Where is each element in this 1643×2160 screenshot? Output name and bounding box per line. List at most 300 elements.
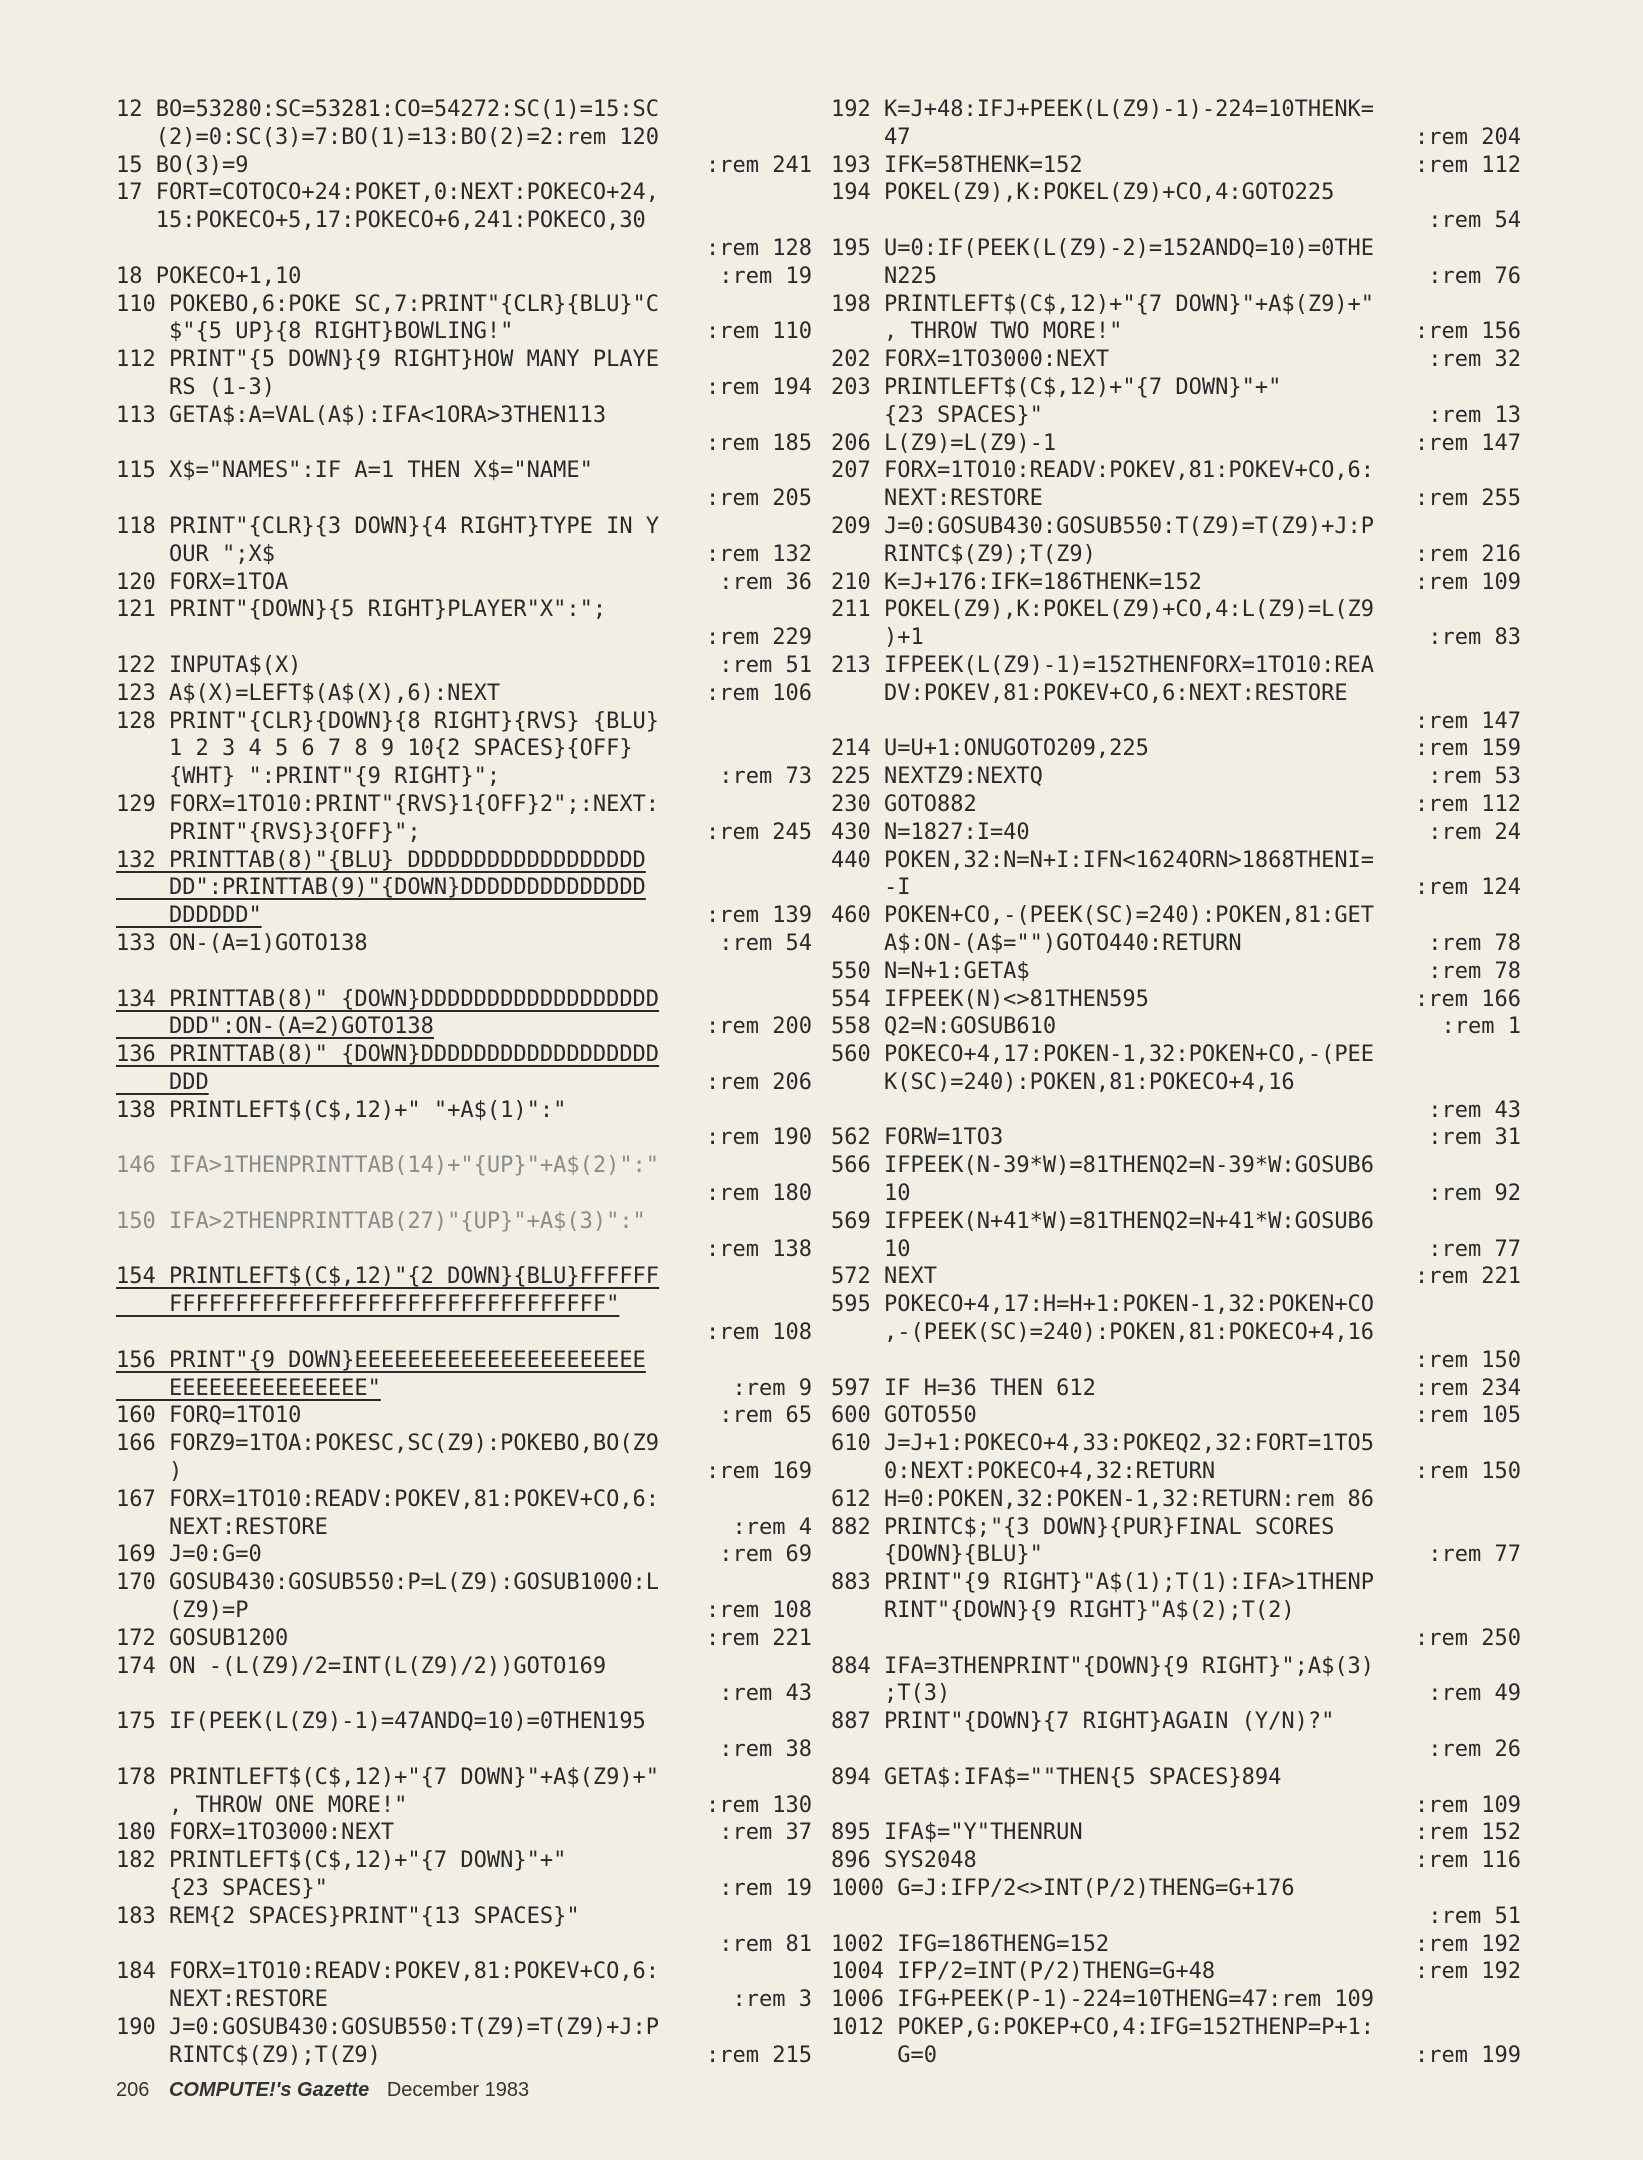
listing-line (116, 1263, 812, 1291)
code-text: {WHT} ":PRINT"{9 RIGHT}"; (116, 764, 501, 790)
code-text: G=0 (831, 2042, 937, 2068)
code-text: , THROW TWO MORE!" (831, 319, 1123, 345)
code-text: DDD":ON-(A=2)GOTO138 (116, 1014, 434, 1040)
listing-line (116, 847, 812, 875)
checksum-rem: :rem 130 (706, 1792, 812, 1818)
code-text: ;T(3) (831, 1681, 951, 1707)
code-text: 894 GETA$:IFA$=""THEN{5 SPACES}894 (831, 1764, 1282, 1790)
code-text: (2)=0:SC(3)=7:BO(1)=13:BO(2)=2:rem 120 (116, 124, 660, 150)
code-text: 47 (831, 124, 911, 150)
listing-line (831, 819, 1521, 847)
checksum-rem: :rem 19 (719, 1876, 812, 1901)
checksum-rem: :rem 112 (1415, 791, 1521, 817)
checksum-rem: :rem 192 (1415, 1931, 1521, 1957)
code-text: 129 FORX=1TO10:PRINT"{RVS}1{OFF}2";:NEXT: (116, 791, 660, 817)
listing-line (116, 930, 812, 958)
listing-line (116, 708, 812, 736)
listing-line (116, 1680, 812, 1708)
listing-line (116, 430, 812, 458)
code-text: 194 POKEL(Z9),K:POKEL(Z9)+CO,4:GOTO225 (831, 180, 1335, 206)
code-text: RS (1-3) (116, 374, 275, 400)
code-text: 1 2 3 4 5 6 7 8 9 10{2 SPACES}{OFF} (116, 736, 633, 762)
listing-right-column (831, 96, 1521, 2070)
listing-line (831, 1208, 1521, 1236)
listing-line (831, 986, 1521, 1014)
listing-line (831, 152, 1521, 180)
checksum-rem: :rem 43 (719, 1681, 812, 1707)
listing-line (116, 374, 812, 402)
listing-line (116, 735, 812, 763)
listing-line (831, 1847, 1521, 1875)
listing-line (116, 624, 812, 652)
code-text: 550 N=N+1:GETA$ (831, 958, 1030, 984)
code-text: 121 PRINT"{DOWN}{5 RIGHT}PLAYER"X":"; (116, 597, 607, 623)
code-text: A$:ON-(A$="")GOTO440:RETURN (831, 930, 1242, 956)
checksum-rem: :rem 81 (719, 1931, 812, 1957)
listing-line (116, 819, 812, 847)
code-text: 207 FORX=1TO10:READV:POKEV,81:POKEV+CO,6: (831, 458, 1375, 484)
code-text: 610 J=J+1:POKECO+4,33:POKEQ2,32:FORT=1TO5 (831, 1431, 1375, 1457)
checksum-rem: :rem 229 (706, 625, 812, 651)
listing-line (831, 1680, 1521, 1708)
checksum-rem: :rem 109 (1415, 1792, 1521, 1818)
code-text: 430 N=1827:I=40 (831, 819, 1030, 845)
listing-line (831, 596, 1521, 624)
code-text: EEEEEEEEEEEEEEE" (116, 1375, 381, 1401)
checksum-rem: :rem 24 (1428, 819, 1521, 845)
listing-line (831, 680, 1521, 708)
code-text: 133 ON-(A=1)GOTO138 (116, 930, 368, 956)
code-text: 17 FORT=COTOCO+24:POKET,0:NEXT:POKECO+24, (116, 180, 660, 206)
code-text: 18 POKECO+1,10 (116, 263, 302, 289)
listing-line (116, 652, 812, 680)
listing-line (831, 1819, 1521, 1847)
checksum-rem: :rem 43 (1428, 1097, 1521, 1123)
checksum-rem: :rem 245 (706, 819, 812, 845)
listing-line (831, 2014, 1521, 2042)
code-text: 597 IF H=36 THEN 612 (831, 1375, 1096, 1401)
checksum-rem: :rem 255 (1415, 486, 1521, 512)
checksum-rem: :rem 204 (1415, 124, 1521, 150)
listing-line (116, 1236, 812, 1264)
listing-line (116, 1875, 812, 1903)
listing-line (116, 958, 812, 986)
listing-line (116, 1069, 812, 1097)
code-text: 206 L(Z9)=L(Z9)-1 (831, 430, 1057, 456)
listing-line (831, 1402, 1521, 1430)
checksum-rem: :rem 1 (1441, 1014, 1521, 1040)
listing-line (831, 1152, 1521, 1180)
listing-line (831, 1625, 1521, 1653)
listing-line (116, 1931, 812, 1959)
code-text: 166 FORZ9=1TOA:POKESC,SC(Z9):POKEBO,BO(Z9 (116, 1431, 660, 1457)
listing-line (831, 1792, 1521, 1820)
listing-line (116, 1792, 812, 1820)
checksum-rem: :rem 19 (719, 263, 812, 289)
listing-line (116, 1097, 812, 1125)
listing-line (831, 791, 1521, 819)
listing-line (116, 874, 812, 902)
checksum-rem: :rem 54 (719, 930, 812, 956)
checksum-rem: :rem 65 (719, 1403, 812, 1429)
listing-line (831, 1486, 1521, 1514)
checksum-rem: :rem 106 (706, 680, 812, 706)
code-text: {23 SPACES}" (831, 402, 1043, 428)
code-text: RINTC$(Z9);T(Z9) (831, 541, 1096, 567)
listing-line (116, 207, 812, 235)
listing-line (831, 1347, 1521, 1375)
listing-line (831, 1875, 1521, 1903)
listing-line (831, 430, 1521, 458)
code-text: 10 (831, 1236, 911, 1262)
code-text: 895 IFA$="Y"THENRUN (831, 1820, 1083, 1846)
code-text: 167 FORX=1TO10:READV:POKEV,81:POKEV+CO,6: (116, 1486, 660, 1512)
code-text: 195 U=0:IF(PEEK(L(Z9)-2)=152ANDQ=10)=0THE (831, 235, 1375, 261)
listing-line (116, 291, 812, 319)
listing-line (116, 1736, 812, 1764)
code-text: NEXT:RESTORE (831, 486, 1043, 512)
listing-line (116, 986, 812, 1014)
code-text: 595 POKECO+4,17:H=H+1:POKEN-1,32:POKEN+CO (831, 1292, 1375, 1318)
code-text: 572 NEXT (831, 1264, 937, 1290)
listing-line (831, 207, 1521, 235)
checksum-rem: :rem 105 (1415, 1403, 1521, 1429)
listing-line (831, 263, 1521, 291)
code-text: 210 K=J+176:IFK=186THENK=152 (831, 569, 1202, 595)
listing-line (116, 318, 812, 346)
code-text: 15:POKECO+5,17:POKECO+6,241:POKECO,30 (116, 208, 646, 234)
checksum-rem: :rem 109 (1415, 569, 1521, 595)
listing-line (116, 763, 812, 791)
listing-line (116, 569, 812, 597)
listing-line (831, 624, 1521, 652)
listing-line (116, 596, 812, 624)
checksum-rem: :rem 78 (1428, 930, 1521, 956)
code-text: 460 POKEN+CO,-(PEEK(SC)=240):POKEN,81:GET (831, 903, 1375, 929)
listing-line (116, 1958, 812, 1986)
code-text: ) (116, 1459, 183, 1485)
listing-line (831, 763, 1521, 791)
checksum-rem: :rem 185 (706, 430, 812, 456)
code-text: 198 PRINTLEFT$(C$,12)+"{7 DOWN}"+A$(Z9)+" (831, 291, 1375, 317)
code-text: 1004 IFP/2=INT(P/2)THENG=G+48 (831, 1959, 1216, 1985)
code-text: 193 IFK=58THENK=152 (831, 152, 1083, 178)
code-text: 560 POKECO+4,17:POKEN-1,32:POKEN+CO,-(PEE (831, 1042, 1375, 1068)
listing-line (831, 930, 1521, 958)
listing-line (116, 1514, 812, 1542)
page-number: 206 (116, 2079, 150, 2101)
listing-line (831, 1041, 1521, 1069)
code-text: DDD (116, 1069, 209, 1095)
checksum-rem: :rem 199 (1415, 2042, 1521, 2068)
checksum-rem: :rem 206 (706, 1069, 812, 1095)
listing-line (116, 1041, 812, 1069)
checksum-rem: :rem 51 (1428, 1903, 1521, 1929)
code-text: 600 GOTO550 (831, 1403, 977, 1429)
code-text: 203 PRINTLEFT$(C$,12)+"{7 DOWN}"+" (831, 374, 1282, 400)
code-text: $"{5 UP}{8 RIGHT}BOWLING!" (116, 319, 514, 345)
listing-line (831, 1764, 1521, 1792)
code-text: 136 PRINTTAB(8)" {DOWN}DDDDDDDDDDDDDDDDDD (116, 1042, 660, 1068)
checksum-rem: :rem 76 (1428, 263, 1521, 289)
code-text: {DOWN}{BLU}" (831, 1542, 1043, 1568)
checksum-rem: :rem 92 (1428, 1181, 1521, 1207)
checksum-rem: :rem 73 (719, 764, 812, 790)
code-text: 113 GETA$:A=VAL(A$):IFA<1ORA>3THEN113 (116, 402, 607, 428)
checksum-rem: :rem 159 (1415, 736, 1521, 762)
listing-line (831, 1708, 1521, 1736)
listing-line (116, 1653, 812, 1681)
magazine-title: COMPUTE!'s Gazette (168, 2079, 370, 2101)
listing-line (831, 652, 1521, 680)
code-text: 1006 IFG+PEEK(P-1)-224=10THENG=47:rem 109 (831, 1987, 1375, 2013)
code-text: 558 Q2=N:GOSUB610 (831, 1014, 1057, 1040)
listing-line (116, 124, 812, 152)
listing-line (116, 235, 812, 263)
code-text: 110 POKEBO,6:POKE SC,7:PRINT"{CLR}{BLU}"C (116, 291, 660, 317)
checksum-rem: :rem 139 (706, 903, 812, 929)
listing-line (831, 1375, 1521, 1403)
listing-line (116, 1458, 812, 1486)
listing-line (831, 874, 1521, 902)
code-text: 884 IFA=3THENPRINT"{DOWN}{9 RIGHT}";A$(3) (831, 1653, 1375, 1679)
code-text: 120 FORX=1TOA (116, 569, 289, 595)
checksum-rem: :rem 138 (706, 1236, 812, 1262)
checksum-rem: :rem 51 (719, 652, 812, 678)
listing-line (116, 513, 812, 541)
checksum-rem: :rem 200 (706, 1014, 812, 1040)
checksum-rem: :rem 234 (1415, 1375, 1521, 1401)
checksum-rem: :rem 132 (706, 541, 812, 567)
code-text: RINTC$(Z9);T(Z9) (116, 2042, 381, 2068)
code-text: 174 ON -(L(Z9)/2=INT(L(Z9)/2))GOTO169 (116, 1653, 607, 1679)
listing-line (116, 152, 812, 180)
listing-line (116, 680, 812, 708)
code-text: 1002 IFG=186THENG=152 (831, 1931, 1110, 1957)
listing-line (116, 179, 812, 207)
checksum-rem: :rem 128 (706, 235, 812, 261)
listing-line (831, 346, 1521, 374)
code-text: 128 PRINT"{CLR}{DOWN}{8 RIGHT}{RVS} {BLU} (116, 708, 660, 734)
listing-line (116, 1903, 812, 1931)
code-text: 896 SYS2048 (831, 1848, 977, 1874)
checksum-rem: :rem 215 (706, 2042, 812, 2068)
listing-line (831, 1653, 1521, 1681)
code-text: 160 FORQ=1TO10 (116, 1403, 302, 1429)
code-text: 118 PRINT"{CLR}{3 DOWN}{4 RIGHT}TYPE IN Y (116, 513, 660, 539)
code-text: 182 PRINTLEFT$(C$,12)+"{7 DOWN}"+" (116, 1848, 567, 1874)
listing-line (831, 1958, 1521, 1986)
code-text: 112 PRINT"{5 DOWN}{9 RIGHT}HOW MANY PLAYE (116, 347, 660, 373)
listing-line (116, 902, 812, 930)
listing-line (831, 124, 1521, 152)
checksum-rem: :rem 38 (719, 1737, 812, 1763)
listing-line (116, 1402, 812, 1430)
checksum-rem: :rem 78 (1428, 958, 1521, 984)
listing-line (831, 1097, 1521, 1125)
listing-line (831, 2042, 1521, 2070)
checksum-rem: :rem 9 (732, 1375, 812, 1401)
code-text: 178 PRINTLEFT$(C$,12)+"{7 DOWN}"+A$(Z9)+" (116, 1764, 660, 1790)
code-text: 170 GOSUB430:GOSUB550:P=L(Z9):GOSUB1000:L (116, 1570, 660, 1596)
listing-line (116, 1764, 812, 1792)
code-text: , THROW ONE MORE!" (116, 1792, 408, 1818)
checksum-rem: :rem 156 (1415, 319, 1521, 345)
listing-line (831, 291, 1521, 319)
checksum-rem: :rem 150 (1415, 1347, 1521, 1373)
listing-line (831, 1597, 1521, 1625)
listing-line (831, 457, 1521, 485)
code-text: 882 PRINTC$;"{3 DOWN}{PUR}FINAL SCORES (831, 1514, 1335, 1540)
listing-line (116, 263, 812, 291)
code-text: 172 GOSUB1200 (116, 1625, 289, 1651)
listing-line (831, 1736, 1521, 1764)
checksum-rem: :rem 241 (706, 152, 812, 178)
checksum-rem: :rem 4 (732, 1514, 812, 1540)
code-text: 0:NEXT:POKECO+4,32:RETURN (831, 1459, 1216, 1485)
listing-line (116, 1430, 812, 1458)
checksum-rem: :rem 250 (1415, 1625, 1521, 1651)
code-text: 115 X$="NAMES":IF A=1 THEN X$="NAME" (116, 458, 593, 484)
listing-line (116, 1819, 812, 1847)
code-text: 175 IF(PEEK(L(Z9)-1)=47ANDQ=10)=0THEN195 (116, 1709, 646, 1735)
code-text: 183 REM{2 SPACES}PRINT"{13 SPACES}" (116, 1903, 580, 1929)
checksum-rem: :rem 54 (1428, 208, 1521, 234)
code-text: 230 GOTO882 (831, 791, 977, 817)
checksum-rem: :rem 112 (1415, 152, 1521, 178)
checksum-rem: :rem 192 (1415, 1959, 1521, 1985)
code-text: 150 IFA>2THENPRINTTAB(27)"{UP}"+A$(3)":" (116, 1208, 646, 1234)
listing-line (831, 402, 1521, 430)
checksum-rem: :rem 216 (1415, 541, 1521, 567)
listing-line (831, 735, 1521, 763)
checksum-rem: :rem 26 (1428, 1737, 1521, 1763)
listing-line (116, 2042, 812, 2070)
listing-line (116, 1847, 812, 1875)
code-text: 887 PRINT"{DOWN}{7 RIGHT}AGAIN (Y/N)?" (831, 1709, 1335, 1735)
listing-line (116, 1124, 812, 1152)
code-text: N225 (831, 263, 937, 289)
listing-line (116, 1541, 812, 1569)
listing-line (116, 346, 812, 374)
code-text: 12 BO=53280:SC=53281:CO=54272:SC(1)=15:SC (116, 97, 660, 122)
listing-line (116, 485, 812, 513)
listing-line (831, 1319, 1521, 1347)
code-text: 211 POKEL(Z9),K:POKEL(Z9)+CO,4:L(Z9)=L(Z9 (831, 597, 1375, 623)
code-text: {23 SPACES}" (116, 1876, 328, 1901)
listing-line (116, 1152, 812, 1180)
code-text: 184 FORX=1TO10:READV:POKEV,81:POKEV+CO,6: (116, 1959, 660, 1985)
listing-line (116, 1013, 812, 1041)
listing-line (116, 1208, 812, 1236)
code-text: 180 FORX=1TO3000:NEXT (116, 1820, 395, 1846)
code-text: 440 POKEN,32:N=N+I:IFN<1624ORN>1868THENI= (831, 847, 1375, 873)
checksum-rem: :rem 221 (706, 1625, 812, 1651)
checksum-rem: :rem 69 (719, 1542, 812, 1568)
code-text: DV:POKEV,81:POKEV+CO,6:NEXT:RESTORE (831, 680, 1348, 706)
code-text: K(SC)=240):POKEN,81:POKECO+4,16 (831, 1069, 1295, 1095)
listing-line (116, 402, 812, 430)
listing-line (116, 1569, 812, 1597)
checksum-rem: :rem 152 (1415, 1820, 1521, 1846)
checksum-rem: :rem 116 (1415, 1848, 1521, 1874)
checksum-rem: :rem 110 (706, 319, 812, 345)
listing-left-column (116, 96, 812, 2070)
code-text: 132 PRINTTAB(8)"{BLU} DDDDDDDDDDDDDDDDDD (116, 847, 646, 873)
code-text: DDDDDD" (116, 903, 262, 929)
code-text: 569 IFPEEK(N+41*W)=81THENQ2=N+41*W:GOSUB6 (831, 1208, 1375, 1234)
listing-line (116, 541, 812, 569)
listing-line (116, 1597, 812, 1625)
checksum-rem: :rem 13 (1428, 402, 1521, 428)
listing-line (831, 1180, 1521, 1208)
listing-line (831, 374, 1521, 402)
checksum-rem: :rem 147 (1415, 430, 1521, 456)
listing-line (116, 1180, 812, 1208)
code-text: 1000 G=J:IFP/2<>INT(P/2)THENG=G+176 (831, 1876, 1295, 1901)
checksum-rem: :rem 77 (1428, 1542, 1521, 1568)
code-text: 202 FORX=1TO3000:NEXT (831, 347, 1110, 373)
checksum-rem: :rem 31 (1428, 1125, 1521, 1151)
listing-line (831, 179, 1521, 207)
checksum-rem: :rem 124 (1415, 875, 1521, 901)
code-text: 566 IFPEEK(N-39*W)=81THENQ2=N-39*W:GOSUB6 (831, 1153, 1375, 1179)
listing-line (116, 1625, 812, 1653)
page-footer (116, 2079, 529, 2102)
code-text: 214 U=U+1:ONUGOTO209,225 (831, 736, 1149, 762)
listing-line (831, 569, 1521, 597)
listing-line (831, 96, 1521, 124)
code-text: 554 IFPEEK(N)<>81THEN595 (831, 986, 1149, 1012)
code-text: 138 PRINTLEFT$(C$,12)+" "+A$(1)":" (116, 1097, 567, 1123)
listing-line (831, 958, 1521, 986)
checksum-rem: :rem 147 (1415, 708, 1521, 734)
listing-line (831, 1263, 1521, 1291)
code-text: 883 PRINT"{9 RIGHT}"A$(1);T(1):IFA>1THENP (831, 1570, 1375, 1596)
checksum-rem: :rem 166 (1415, 986, 1521, 1012)
code-text: 134 PRINTTAB(8)" {DOWN}DDDDDDDDDDDDDDDDDD (116, 986, 660, 1012)
listing-line (116, 96, 812, 124)
code-text: (Z9)=P (116, 1598, 249, 1624)
code-text: 122 INPUTA$(X) (116, 652, 302, 678)
checksum-rem: :rem 221 (1415, 1264, 1521, 1290)
listing-line (116, 1708, 812, 1736)
listing-line (116, 791, 812, 819)
listing-line (831, 1069, 1521, 1097)
listing-line (116, 457, 812, 485)
code-text: 154 PRINTLEFT$(C$,12)"{2 DOWN}{BLU}FFFFFF (116, 1264, 660, 1290)
code-text: DD":PRINTTAB(9)"{DOWN}DDDDDDDDDDDDDD (116, 875, 646, 901)
checksum-rem: :rem 190 (706, 1125, 812, 1151)
listing-line (831, 485, 1521, 513)
code-text: 209 J=0:GOSUB430:GOSUB550:T(Z9)=T(Z9)+J:P (831, 513, 1375, 539)
code-text: PRINT"{RVS}3{OFF}"; (116, 819, 421, 845)
code-text: 192 K=J+48:IFJ+PEEK(L(Z9)-1)-224=10THENK= (831, 97, 1375, 122)
code-text: 169 J=0:G=0 (116, 1542, 262, 1568)
code-text: 213 IFPEEK(L(Z9)-1)=152THENFORX=1TO10:REA (831, 652, 1375, 678)
checksum-rem: :rem 194 (706, 374, 812, 400)
code-text: 1012 POKEP,G:POKEP+CO,4:IFG=152THENP=P+1: (831, 2014, 1375, 2040)
code-text: 190 J=0:GOSUB430:GOSUB550:T(Z9)=T(Z9)+J:P (116, 2014, 660, 2040)
listing-line (116, 1291, 812, 1319)
issue-date: December 1983 (386, 2079, 530, 2101)
listing-line (116, 1347, 812, 1375)
checksum-rem: :rem 180 (706, 1181, 812, 1207)
listing-line (116, 1375, 812, 1403)
code-text: 156 PRINT"{9 DOWN}EEEEEEEEEEEEEEEEEEEEEE (116, 1347, 646, 1373)
listing-line (831, 1236, 1521, 1264)
listing-line (831, 847, 1521, 875)
